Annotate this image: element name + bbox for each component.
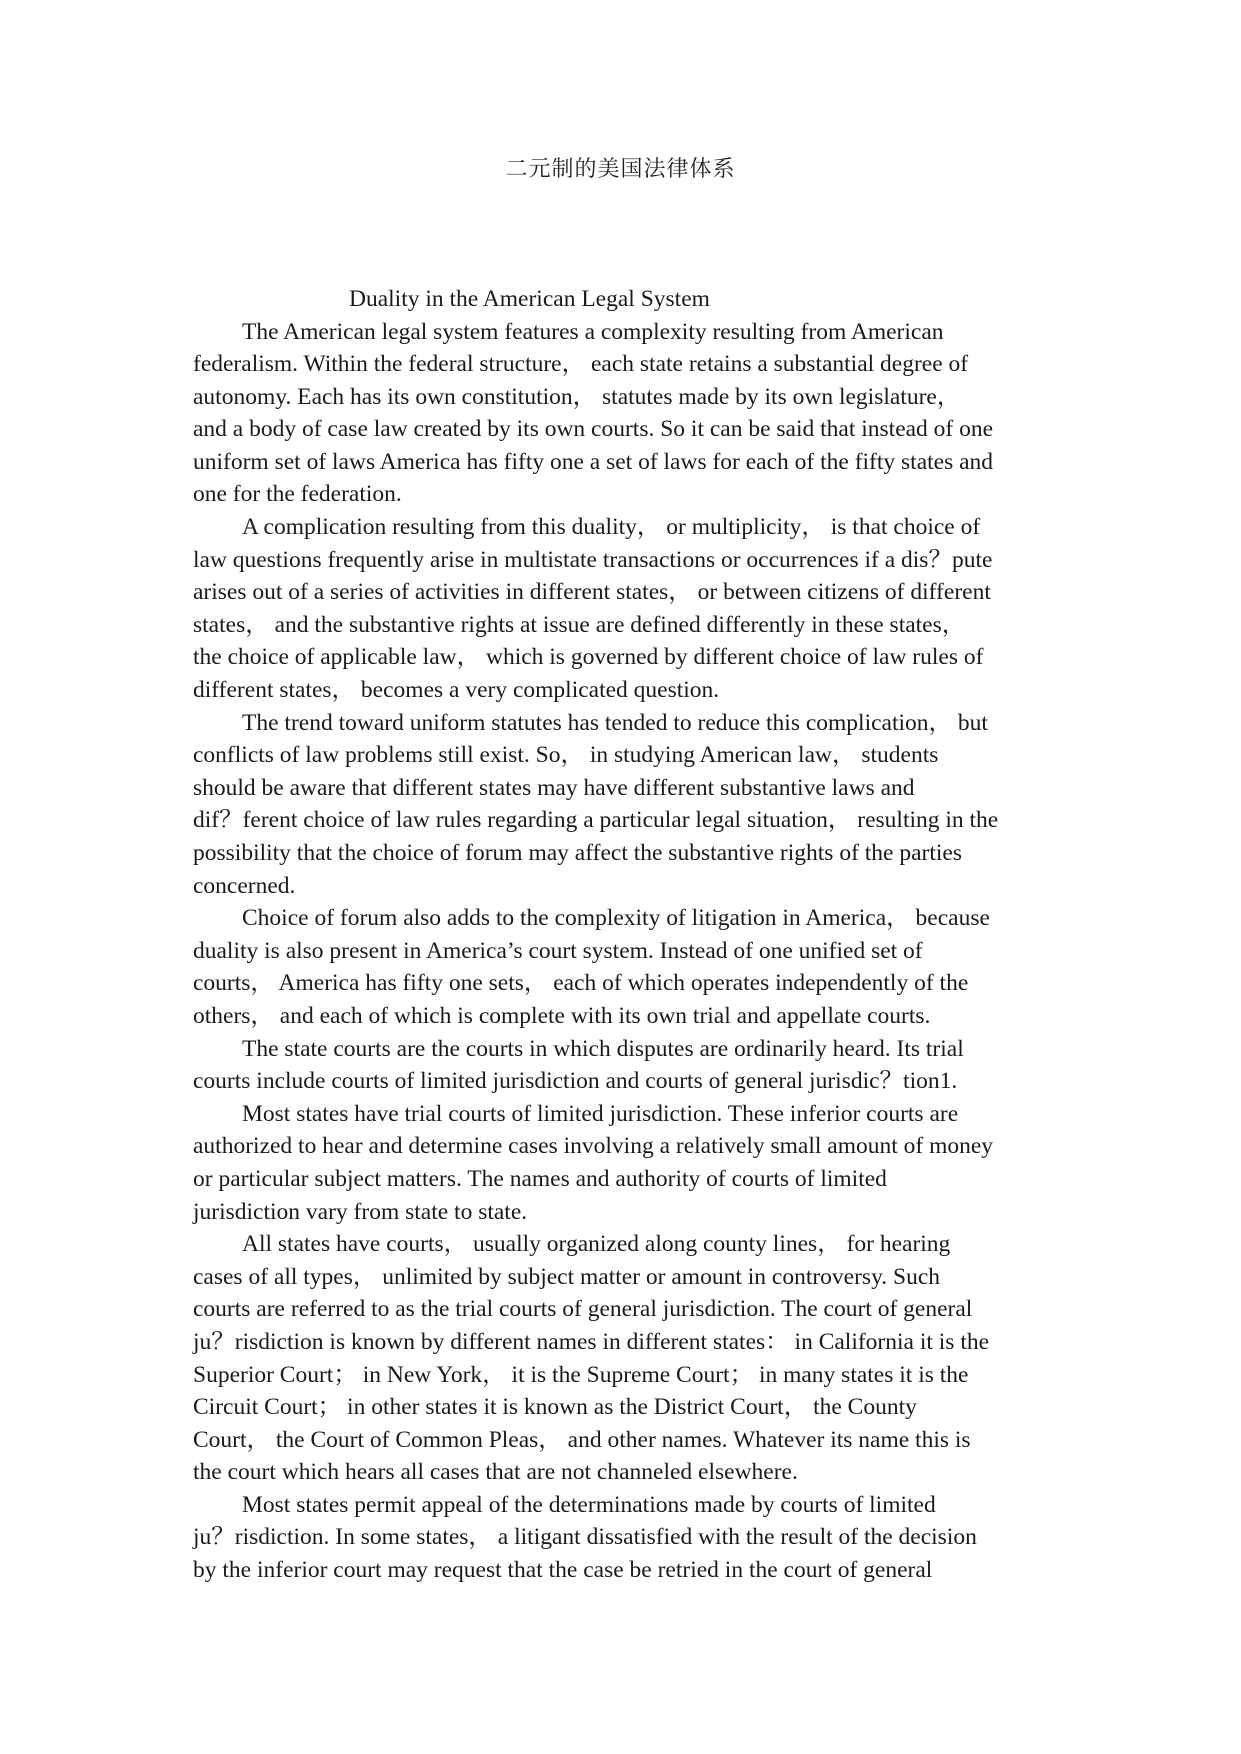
paragraph [193,316,1053,512]
document-body [193,283,1053,1587]
paragraph-line: uniform set of laws America has fifty one a set of laws for each of the fifty states and [193,448,994,475]
paragraph-line: or particular subject matters. The names and authority of courts of limited [193,1165,887,1192]
paragraph-line: possibility that the choice of forum may affect the substantive rights of the parties [193,840,962,866]
paragraph-line: dif？ferent choice of law rules regarding a particular legal situation， resulting in the [193,807,999,834]
paragraph-line: others， and each of which is complete with its own trial and appellate courts. [193,1002,931,1029]
paragraph-line: Most states permit appeal of the determinations made by courts of limited [242,1491,936,1518]
paragraph-line: one for the federation. [193,481,402,508]
paragraph-line: All states have courts， usually organized along county lines， for hearing [242,1231,951,1258]
paragraph [193,1098,1053,1228]
paragraph-line: ju？risdiction is known by different names in different states： in California it is the [193,1328,990,1355]
paragraph-line: courts， America has fifty one sets， each of which operates independently of the [193,970,969,997]
paragraph-line: Superior Court； in New York， it is the Supreme Court； in many states it is the [193,1361,969,1388]
paragraph-line: A complication resulting from this duality， or multiplicity， is that choice of [242,514,981,541]
paragraph [193,1489,1053,1587]
paragraph-line: arises out of a series of activities in different states， or between citizens of different [193,579,991,606]
document-subtitle: Duality in the American Legal System [349,286,710,312]
paragraph-line: Circuit Court； in other states it is known as the District Court， the County [193,1394,917,1421]
document-title: 二元制的美国法律体系 [505,157,736,182]
paragraph-line: the choice of applicable law， which is governed by different choice of law rules of [193,644,984,671]
paragraph-line: should be aware that different states may have different substantive laws and [193,774,915,801]
paragraph-line: by the inferior court may request that the case be retried in the court of general [193,1557,933,1584]
paragraph-list [193,316,1053,1587]
paragraph-line: The American legal system features a complexity resulting from American [242,318,944,345]
paragraph-line: and a body of case law created by its own courts. So it can be said that instead of one [193,416,994,443]
paragraph-line: ju？risdiction. In some states， a litigant dissatisfied with the result of the decision [193,1524,977,1551]
paragraph-line: authorized to hear and determine cases involving a relatively small amount of money [193,1133,994,1160]
paragraph [193,1033,1053,1098]
paragraph-line: The trend toward uniform statutes has tended to reduce this complication， but [242,709,988,736]
paragraph-line: jurisdiction vary from state to state. [193,1198,528,1225]
paragraph-line: conflicts of law problems still exist. So， in studying American law， students [193,742,939,769]
paragraph-line: cases of all types， unlimited by subject matter or amount in controversy. Such [193,1263,941,1290]
paragraph-line: law questions frequently arise in multistate transactions or occurrences if a dis？pute [193,546,993,573]
paragraph [193,511,1053,707]
paragraph [193,902,1053,1032]
paragraph-line: different states， becomes a very complicated question. [193,677,720,704]
paragraph-line: Court， the Court of Common Pleas， and other names. Whatever its name this is [193,1426,971,1453]
paragraph-line: courts are referred to as the trial courts of general jurisdiction. The court of general [193,1296,973,1323]
paragraph-line: concerned. [193,872,296,899]
paragraph-line: Most states have trial courts of limited jurisdiction. These inferior courts are [242,1100,959,1127]
paragraph-line: the court which hears all cases that are not channeled elsewhere. [193,1459,798,1486]
paragraph-line: courts include courts of limited jurisdiction and courts of general jurisdic？tion1. [193,1068,958,1095]
paragraph [193,707,1053,903]
paragraph-line: federalism. Within the federal structure， each state retains a substantial degree of [193,351,969,378]
paragraph-line: duality is also present in America’s court system. Instead of one unified set of [193,937,923,964]
paragraph [193,1228,1053,1489]
paragraph-line: states， and the substantive rights at issue are defined differently in these states， [193,611,966,638]
paragraph-line: The state courts are the courts in which disputes are ordinarily heard. Its trial [242,1035,964,1062]
paragraph-line: autonomy. Each has its own constitution， statutes made by its own legislature， [193,383,961,410]
paragraph-line: Choice of forum also adds to the complexity of litigation in America， because [242,905,990,932]
